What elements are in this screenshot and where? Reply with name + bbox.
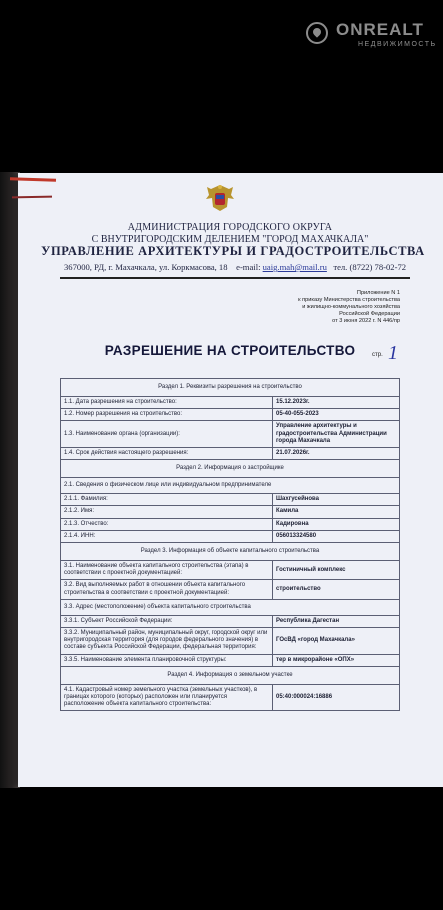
- field-label: 3.3.2. Муниципальный район, муниципальный округ, городской округ или внутригородская территория (для городов федерального значения) в составе субъекта Российской Федерации, федеральная территория:: [61, 628, 273, 655]
- binder-edge: [0, 172, 20, 788]
- table-row: [61, 506, 400, 518]
- permit-table: [60, 378, 400, 711]
- watermark-brand: ONREALT: [336, 20, 424, 39]
- page-label: стр.: [372, 352, 383, 358]
- field-value: тер в микрорайоне «ОПХ»: [273, 654, 400, 666]
- table-row: [61, 561, 400, 580]
- field-value: 15.12.2023г.: [273, 397, 400, 409]
- section-heading: Раздел 4. Информация о земельном участке: [61, 666, 400, 684]
- field-value: 21.07.2026г.: [273, 448, 400, 460]
- header-line-1: АДМИНИСТРАЦИЯ ГОРОДСКОГО ОКРУГА: [127, 222, 333, 233]
- contact-line: [64, 262, 407, 272]
- table-row: [61, 421, 400, 448]
- table-row: [61, 478, 400, 494]
- table-row: [61, 599, 400, 615]
- table-row: [61, 530, 400, 542]
- field-label: 1.2. Номер разрешения на строительство:: [61, 409, 273, 421]
- table-row: [61, 448, 400, 460]
- field-value: Республика Дагестан: [273, 615, 400, 627]
- field-value: Управление архитектуры и градостроительства Администрации города Махачкала: [273, 421, 400, 448]
- phone-text: тел. (8722) 78-02-72: [333, 262, 407, 272]
- subsection-heading: 3.3. Адрес (местоположение) объекта капитального строительства: [61, 599, 400, 615]
- table-row: [61, 615, 400, 627]
- section-row: [61, 379, 400, 397]
- field-label: 2.1.2. Имя:: [61, 506, 273, 518]
- field-label: 3.1. Наименование объекта капитального строительства (этапа) в соответствии с проектной документацией:: [61, 561, 273, 580]
- field-value: Кадировна: [273, 518, 400, 530]
- appendix-line: от 3 июня 2022 г. N 446/пр: [332, 318, 400, 324]
- section-row: [61, 543, 400, 561]
- field-label: 1.3. Наименование органа (организации):: [61, 421, 273, 448]
- watermark-tagline: НЕДВИЖИМОСТЬ: [358, 41, 437, 48]
- appendix-line: и жилищно-коммунального хозяйства: [302, 304, 400, 310]
- table-row: [61, 518, 400, 530]
- table-row: [61, 684, 400, 711]
- appendix-line: Приложение N 1: [356, 290, 400, 296]
- field-label: 3.3.5. Наименование элемента планировочной структуры:: [61, 654, 273, 666]
- appendix-line: Российской Федерации: [339, 311, 400, 317]
- table-row: [61, 409, 400, 421]
- field-value: Гостиничный комплекс: [273, 561, 400, 580]
- address-text: 367000, РД, г. Махачкала, ул. Коркмасова, 18: [64, 262, 228, 272]
- field-label: 1.4. Срок действия настоящего разрешения:: [61, 448, 273, 460]
- field-value: Шахгусейнова: [273, 494, 400, 506]
- field-label: 2.1.3. Отчество:: [61, 518, 273, 530]
- section-heading: Раздел 2. Информация о застройщике: [61, 460, 400, 478]
- table-row: [61, 397, 400, 409]
- email-label: e-mail:: [236, 262, 261, 272]
- email-link[interactable]: uaig.mah@mail.ru: [262, 262, 327, 272]
- table-row: [61, 580, 400, 599]
- table-row: [61, 628, 400, 655]
- table-row: [61, 654, 400, 666]
- field-label: 3.3.1. Субъект Российской Федерации:: [61, 615, 273, 627]
- page-number-handwritten: 1: [388, 342, 398, 364]
- field-value: 05-40-055-2023: [273, 409, 400, 421]
- map-pin-icon: [306, 22, 328, 44]
- field-value: ГОсВД «город Махачкала»: [273, 628, 400, 655]
- section-heading: Раздел 1. Реквизиты разрешения на строительство: [61, 379, 400, 397]
- field-label: 3.2. Вид выполняемых работ в отношении объекта капитального строительства в соответствии с проектной документацией:: [61, 580, 273, 599]
- field-label: 4.1. Кадастровый номер земельного участка (земельных участков), в границах которого (которых) расположен или планируется расположение объекта капитального строительства:: [61, 684, 273, 711]
- header-department: УПРАВЛЕНИЕ АРХИТЕКТУРЫ И ГРАДОСТРОИТЕЛЬСТВА: [41, 244, 425, 258]
- watermark-logo: [306, 20, 438, 52]
- field-value: строительство: [273, 580, 400, 599]
- document-title: РАЗРЕШЕНИЕ НА СТРОИТЕЛЬСТВО: [104, 343, 356, 358]
- field-value: 056013324580: [273, 530, 400, 542]
- coat-of-arms-icon: [203, 181, 237, 215]
- section-row: [61, 666, 400, 684]
- field-value: Камила: [273, 506, 400, 518]
- header-line-2: С ВНУТРИГОРОДСКИМ ДЕЛЕНИЕМ "ГОРОД МАХАЧКАЛА": [91, 234, 369, 245]
- field-label: 1.1. Дата разрешения на строительство:: [61, 397, 273, 409]
- table-row: [61, 494, 400, 506]
- field-value: 05:40:000024:16886: [273, 684, 400, 711]
- section-row: [61, 460, 400, 478]
- subsection-heading: 2.1. Сведения о физическом лице или индивидуальном предпринимателе: [61, 478, 400, 494]
- section-heading: Раздел 3. Информация об объекте капитального строительства: [61, 543, 400, 561]
- appendix-line: к приказу Министерства строительства: [298, 297, 400, 303]
- field-label: 2.1.1. Фамилия:: [61, 494, 273, 506]
- appendix-note: [260, 290, 400, 325]
- field-label: 2.1.4. ИНН:: [61, 530, 273, 542]
- header-divider: [60, 277, 410, 279]
